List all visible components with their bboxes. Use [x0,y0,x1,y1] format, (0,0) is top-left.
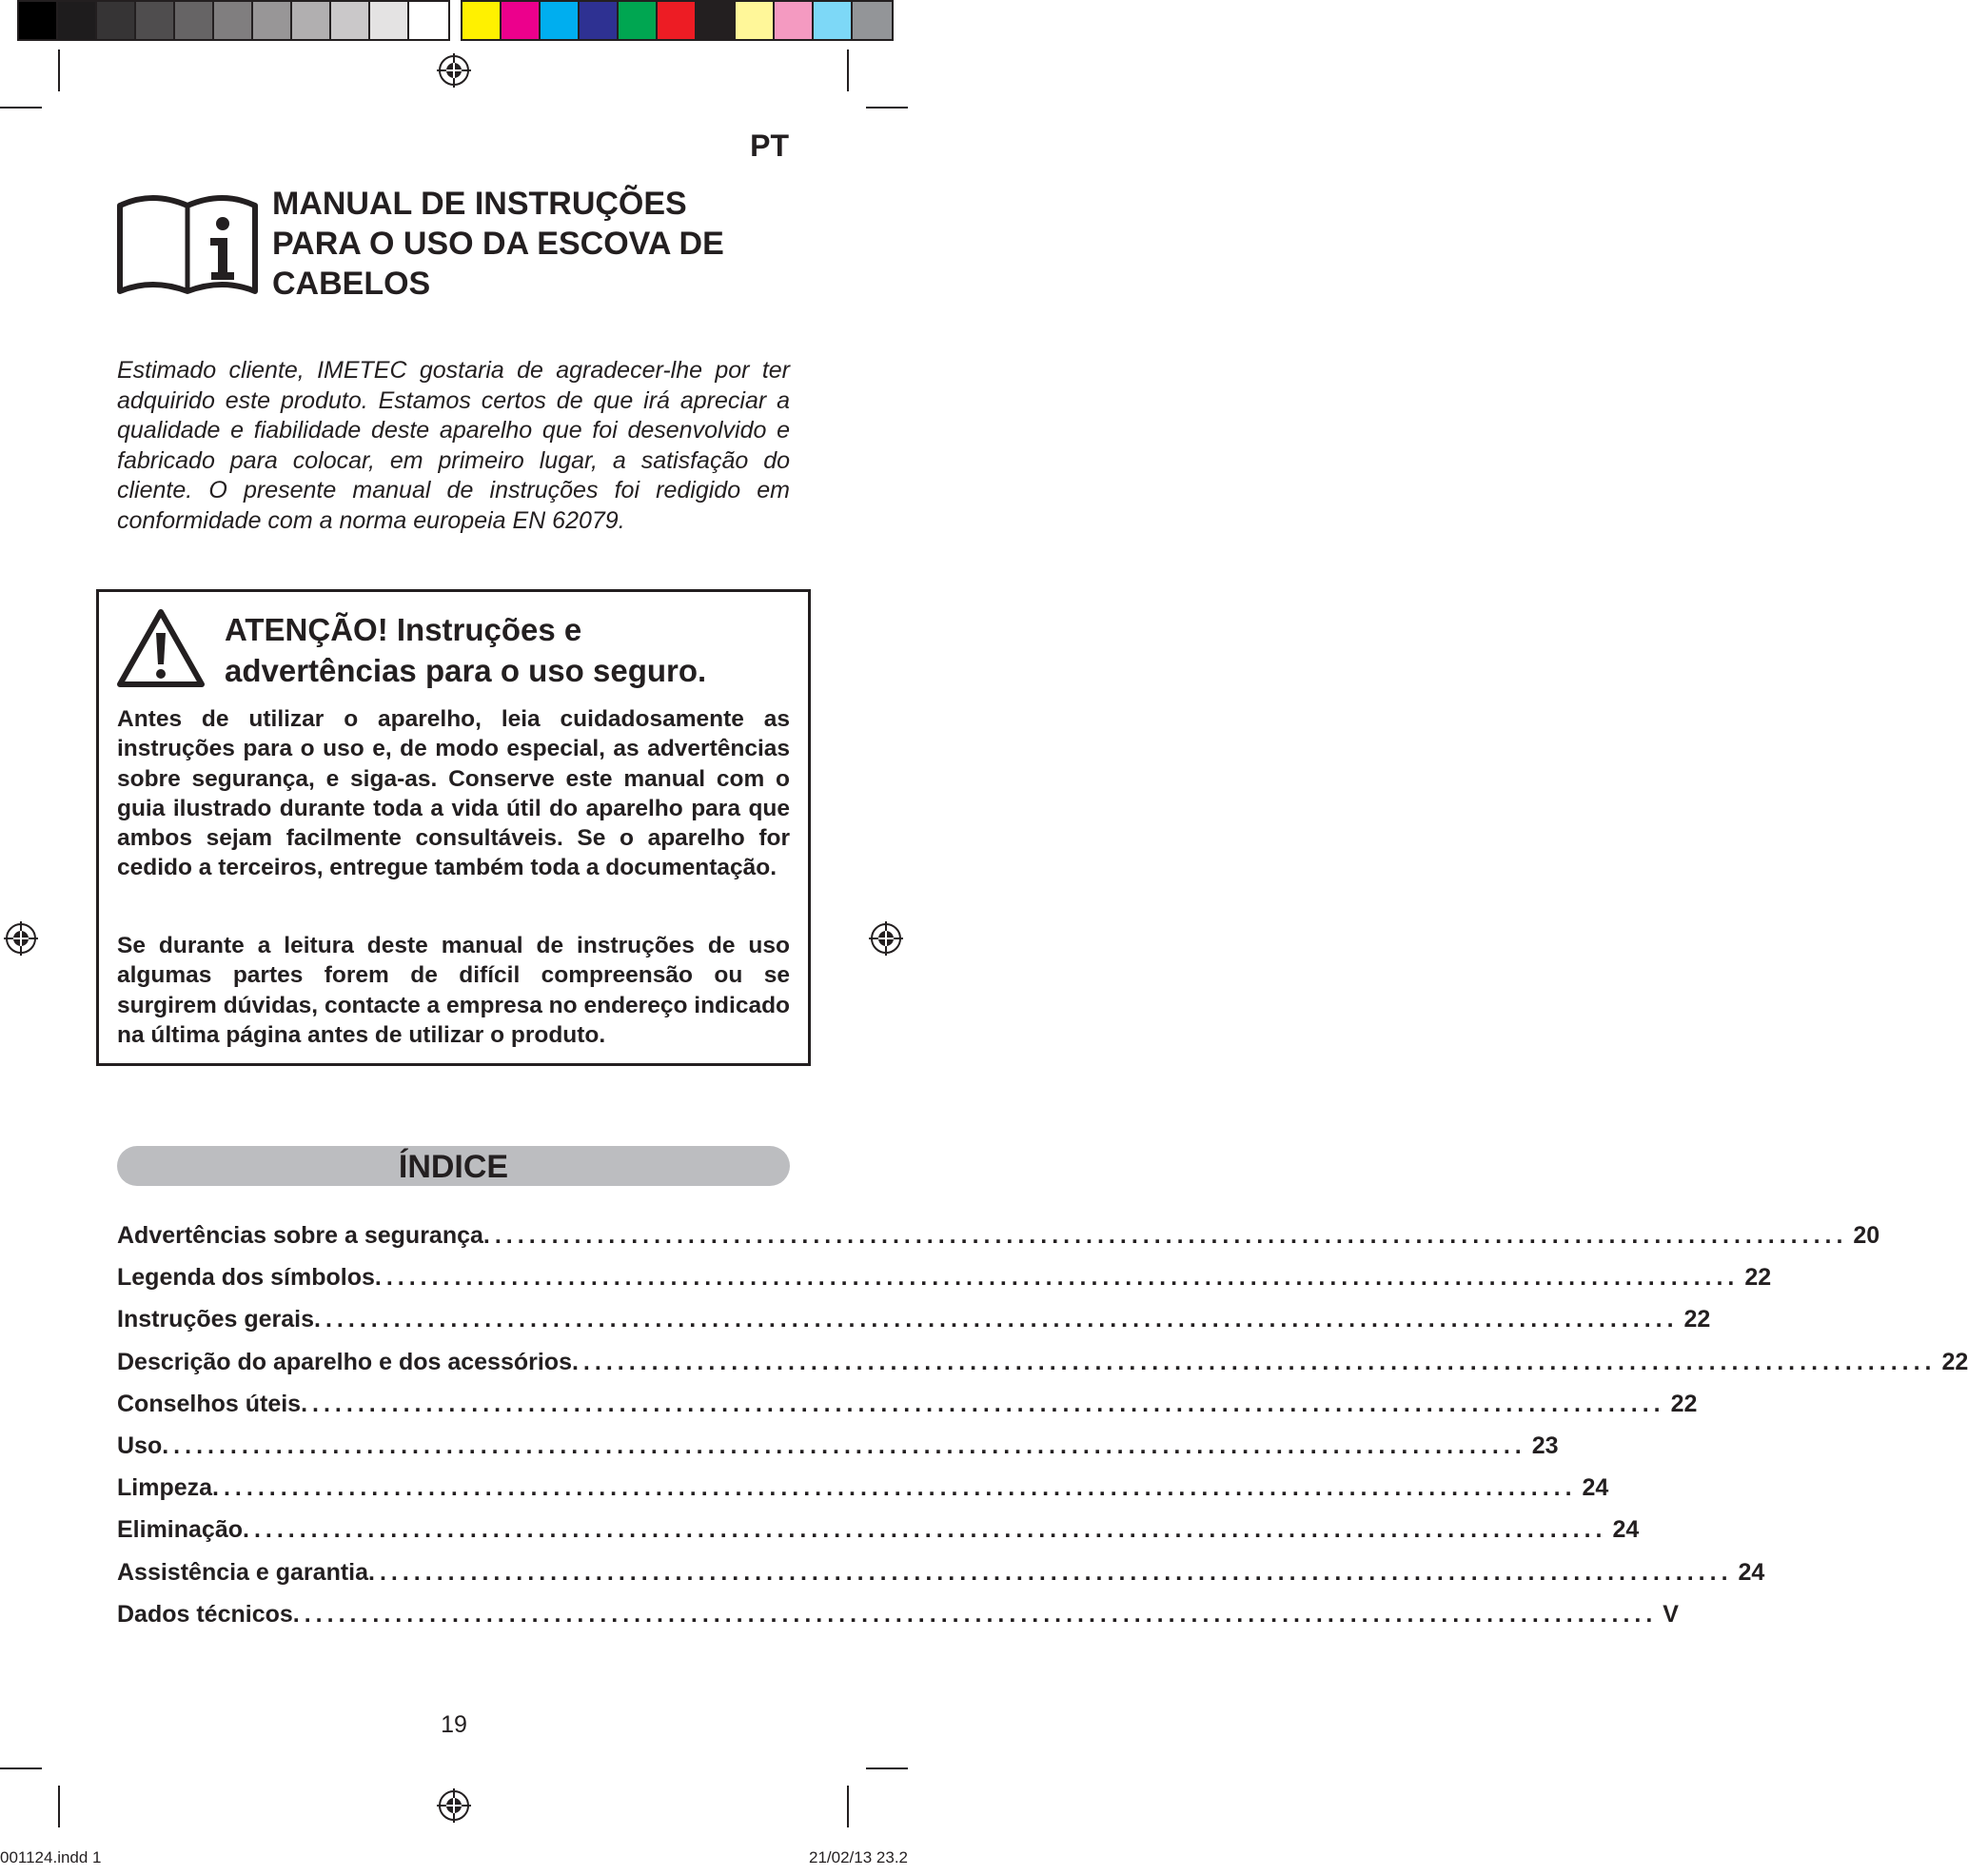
title-line: MANUAL DE INSTRUÇÕES [272,186,687,222]
toc-entry-label: Instruções gerais [117,1306,315,1333]
warning-paragraph: Se durante a leitura deste manual de instruções de uso algumas partes forem de difícil compreensão ou se surgirem dúvidas, contacte a empresa no endereço indicado na última página antes de utilizar o produto. [117,933,790,1048]
warning-title [225,609,796,691]
toc-entry-label: Eliminação [117,1516,243,1544]
toc-leader-dots: ........................................................................................................................ [571,1348,1937,1375]
color-swatch [697,2,736,39]
gray-swatch [97,2,136,39]
toc-leader-dots: ........................................................................................................................ [301,1390,1665,1417]
language-code: PT [750,128,789,163]
gray-swatch [370,2,409,39]
toc-entry [117,1214,1880,1256]
toc-entry [117,1551,1765,1593]
intro-paragraph: Estimado cliente, IMETEC gostaria de agradecer-lhe por ter adquirido este produto. Estamos certos de que irá apreciar a qualidade e fiabilidade deste aparelho que foi desenvolvido e fabricado para colocar, em primeiro lugar, a satisfação do cliente. O presente manual de instruções foi redigido em conformidade com a norma europeia EN 62079. [117,357,790,534]
gray-swatch [19,2,58,39]
toc-entry [117,1467,1609,1509]
toc-entry [117,1383,1698,1425]
gray-swatch [136,2,175,39]
toc-entry-page: 22 [1683,1306,1711,1333]
crop-mark [58,49,60,91]
toc-entry-label: Dados técnicos [117,1600,293,1628]
page-title [272,184,805,304]
gray-swatch [253,2,292,39]
color-calibration-bar [461,0,894,41]
toc-leader-dots: ........................................................................................................................ [292,1600,1658,1628]
registration-mark-icon [437,53,471,88]
info-manual-icon [116,192,259,299]
color-swatch [619,2,658,39]
toc-entry-page: 22 [1744,1264,1772,1292]
toc-entry-page: 22 [1941,1348,1968,1375]
gray-swatch [409,2,448,39]
toc-entry-page: 24 [1738,1558,1765,1586]
registration-mark-icon [437,1788,471,1823]
toc-entry [117,1298,1711,1340]
page-number: 19 [441,1711,467,1738]
color-swatch [775,2,814,39]
warning-title-line: ATENÇÃO! Instruções e [225,612,582,647]
warning-title-line: advertências para o uso seguro. [225,653,707,688]
index-heading: ÍNDICE [117,1146,790,1186]
toc-leader-dots: ........................................................................................................................ [162,1432,1526,1459]
toc-entry-page: 22 [1670,1390,1698,1417]
warning-triangle-icon [115,607,207,689]
toc-entry-page: 24 [1582,1474,1609,1502]
toc-entry [117,1593,1679,1635]
table-of-contents [117,1214,1968,1635]
toc-entry-page: V [1663,1600,1679,1628]
toc-entry-label: Advertências sobre a segurança [117,1222,483,1249]
crop-mark [847,49,849,91]
registration-mark-icon [4,921,38,956]
color-swatch [462,2,502,39]
toc-entry [117,1425,1559,1467]
gray-swatch [214,2,253,39]
crop-mark [0,107,42,109]
gray-swatch [331,2,370,39]
toc-entry [117,1509,1640,1550]
toc-entry-label: Legenda dos símbolos [117,1264,375,1292]
toc-entry-label: Limpeza [117,1474,213,1502]
toc-entry-label: Descrição do aparelho e dos acessórios [117,1348,572,1375]
toc-leader-dots: ........................................................................................................................ [243,1516,1607,1544]
title-line: CABELOS [272,266,431,302]
toc-entry-label: Uso [117,1432,163,1459]
color-swatch [814,2,853,39]
color-swatch [580,2,619,39]
footer-file-name: 001124.indd 1 [0,1848,102,1866]
color-swatch [502,2,541,39]
crop-mark [866,107,908,109]
crop-mark [0,1767,42,1769]
toc-leader-dots: ........................................................................................................................ [482,1222,1848,1249]
warning-paragraph: Antes de utilizar o aparelho, leia cuidadosamente as instruções para o uso e, de modo especial, as advertências sobre segurança, e siga-as. Conserve este manual com o guia ilustrado durante toda a vida útil do aparelho para que ambos sejam facilmente consultáveis. Se o aparelho for cedido a terceiros, entregue também toda a documentação. [117,706,790,881]
gray-swatch [58,2,97,39]
toc-entry-page: 20 [1853,1222,1880,1249]
toc-leader-dots: ........................................................................................................................ [374,1264,1740,1292]
color-swatch [736,2,775,39]
color-swatch [541,2,580,39]
toc-entry [117,1256,1772,1298]
footer-date-time: 21/02/13 23.2 [809,1848,908,1866]
toc-entry [117,1341,1968,1383]
gray-swatch [292,2,331,39]
crop-mark [866,1767,908,1769]
color-swatch [658,2,697,39]
toc-leader-dots: ........................................................................................................................ [368,1558,1733,1586]
title-line: PARA O USO DA ESCOVA DE [272,226,724,262]
color-swatch [853,2,892,39]
gray-swatch [175,2,214,39]
toc-entry-page: 23 [1531,1432,1559,1459]
crop-mark [58,1786,60,1827]
toc-entry-page: 24 [1612,1516,1640,1544]
grayscale-calibration-bar [17,0,450,41]
toc-leader-dots: ........................................................................................................................ [314,1306,1679,1333]
registration-mark-icon [869,921,903,956]
toc-entry-label: Conselhos úteis [117,1390,302,1417]
toc-entry-label: Assistência e garantia [117,1558,369,1586]
toc-leader-dots: ........................................................................................................................ [212,1474,1577,1502]
crop-mark [847,1786,849,1827]
